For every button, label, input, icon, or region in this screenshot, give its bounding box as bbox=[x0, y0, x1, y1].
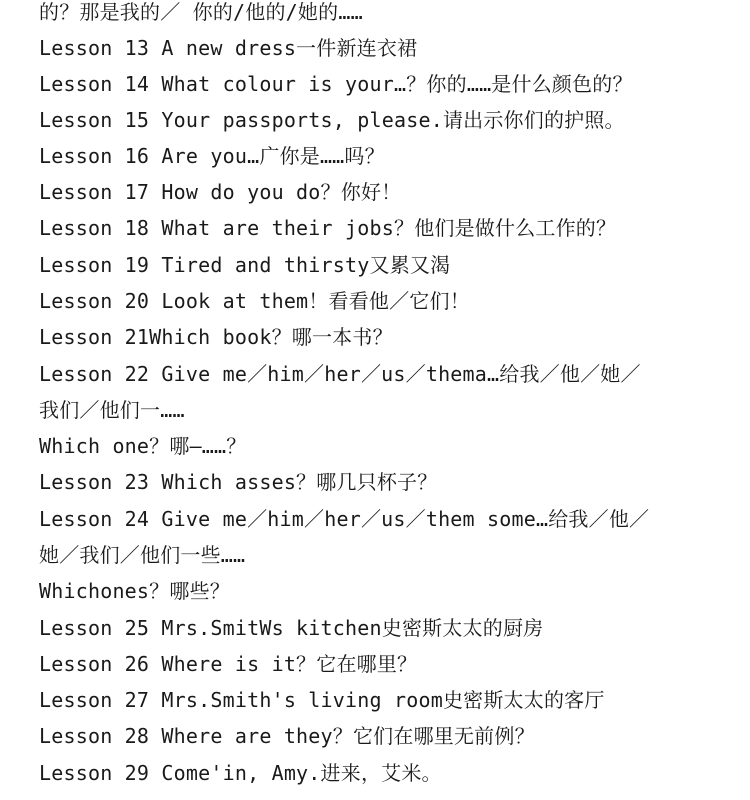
text-line: Lesson 28 Where are they？它们在哪里无前例？ bbox=[39, 724, 535, 748]
text-line: Lesson 25 Mrs.SmitWs kitchen史密斯太太的厨房 bbox=[39, 616, 544, 640]
text-line: Lesson 17 How do you do？你好！ bbox=[39, 180, 402, 204]
text-line: Lesson 15 Your passports, please.请出示你们的护照。 bbox=[39, 108, 625, 132]
text-line: 的？那是我的／ 你的/他的/她的…… bbox=[39, 0, 363, 24]
text-line: Lesson 20 Look at them！看看他／它们！ bbox=[39, 289, 470, 313]
text-line: Lesson 23 Which asses？哪几只杯子？ bbox=[39, 470, 438, 494]
text-line: Whichones？哪些？ bbox=[39, 579, 230, 603]
text-line: Lesson 16 Are you…广你是……吗？ bbox=[39, 144, 385, 168]
text-line: Lesson 24 Give me／him／her／us／them some…给我／他／ bbox=[39, 507, 650, 531]
text-line: Lesson 19 Tired and thirsty又累又渴 bbox=[39, 253, 451, 277]
text-line: Lesson 27 Mrs.Smith's living room史密斯太太的客厅 bbox=[39, 688, 605, 712]
text-line: Lesson 18 What are their jobs？他们是做什么工作的？ bbox=[39, 216, 617, 240]
text-line: Lesson 26 Where is it？它在哪里？ bbox=[39, 652, 418, 676]
text-line: 她／我们／他们一些…… bbox=[39, 543, 246, 567]
text-line: Lesson 14 What colour is your…？你的……是什么颜色的？ bbox=[39, 72, 633, 96]
text-line: Lesson 29 Come'in, Amy.进来，艾米。 bbox=[39, 761, 442, 785]
text-line: Lesson 13 A new dress一件新连衣裙 bbox=[39, 36, 418, 60]
text-line: Lesson 22 Give me／him／her／us／thema…给我／他／她／ bbox=[39, 362, 641, 386]
text-line: Lesson 21Which book？哪一本书？ bbox=[39, 325, 393, 349]
text-line: 我们／他们一…… bbox=[39, 398, 185, 422]
text-line: Which one？哪—……？ bbox=[39, 434, 247, 458]
